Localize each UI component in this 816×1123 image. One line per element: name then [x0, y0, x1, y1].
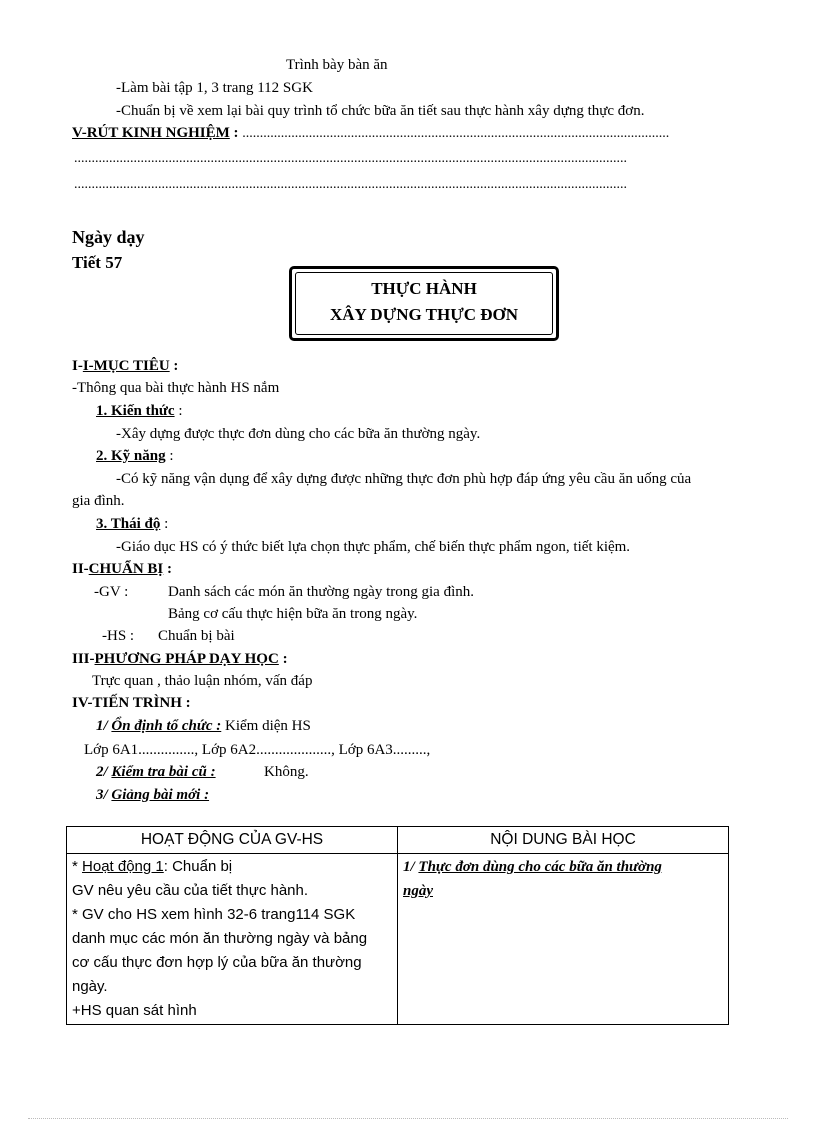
kien-thuc-colon: :	[174, 403, 183, 419]
muc-tieu-heading-text: I-MỤC TIÊU	[82, 358, 170, 374]
rut-kinh-nghiem-colon: :	[229, 125, 239, 141]
ky-nang-label: 2. Kỹ năng	[96, 448, 166, 464]
chuan-bi-heading	[72, 560, 172, 578]
thai-do-colon: :	[160, 516, 169, 532]
muc-tieu-heading: I-I-MỤC TIÊU :	[72, 358, 179, 374]
activity-heading	[72, 855, 392, 879]
step-2-text: Không.	[264, 764, 309, 780]
activity-line: +HS quan sát hình	[72, 1002, 197, 1019]
activity-heading-prefix: *	[72, 858, 83, 875]
table-row	[67, 854, 729, 1025]
content-heading-line-2: ngày	[403, 883, 433, 899]
gv-text-2: Bảng cơ cấu thực hiện bữa ăn trong ngày.	[168, 606, 418, 622]
lesson-title-line-1: THỰC HÀNH	[371, 279, 477, 298]
activity-line: ngày.	[72, 978, 108, 995]
activity-line: cơ cấu thực đơn hợp lý của bữa ăn thường	[72, 954, 362, 971]
step-3	[96, 786, 209, 804]
phuong-phap-heading-text: PHƯƠNG PHÁP DẠY HỌC	[94, 651, 279, 667]
lop-attendance: Lớp 6A1..............., Lớp 6A2...................., Lớp 6A3.........,	[84, 742, 431, 758]
step-1	[96, 717, 311, 735]
kien-thuc-heading	[96, 402, 183, 420]
hs-text: Chuẩn bị bài	[158, 628, 235, 644]
kien-thuc-label: 1. Kiến thức	[96, 403, 175, 419]
step-3-label: Giảng bài mới :	[111, 787, 210, 803]
content-heading	[403, 855, 723, 879]
lesson-title-line-2: XÂY DỰNG THỰC ĐƠN	[329, 305, 519, 324]
step-2-label: Kiểm tra bài cũ :	[111, 764, 216, 780]
gv-text-1: Danh sách các món ăn thường ngày trong gia đình.	[168, 584, 474, 600]
rut-dots-2: ..............................................................................................................................................................	[74, 151, 627, 166]
phuong-phap-colon: :	[278, 651, 288, 667]
phuong-phap-prefix: III-	[72, 651, 95, 667]
top-line-2: -Làm bài tập 1, 3 trang 112 SGK	[116, 80, 313, 96]
step-1-text: Kiểm diện HS	[221, 718, 311, 734]
content-heading-line-1: Thực đơn dùng cho các bữa ăn thường	[418, 859, 662, 875]
hs-label: -HS :	[102, 628, 135, 644]
top-line-1: Trình bày bàn ăn	[286, 57, 388, 73]
page-bottom-border	[28, 1118, 788, 1119]
tiet-number: Tiết 57	[72, 253, 123, 272]
col-header-content: NỘI DUNG BÀI HỌC	[398, 827, 729, 854]
chuan-bi-heading-text: CHUẨN BỊ	[88, 561, 164, 577]
phuong-phap-text: Trực quan , thảo luận nhóm, vấn đáp	[92, 673, 313, 689]
step-3-num: 3/	[96, 787, 112, 803]
thai-do-label: 3. Thái độ	[96, 516, 161, 532]
content-cell	[398, 854, 729, 1025]
step-1-label: Ổn định tổ chức :	[111, 718, 222, 734]
thai-do-heading	[96, 515, 168, 533]
col-header-activities: HOẠT ĐỘNG CỦA GV-HS	[67, 827, 398, 854]
activities-cell	[67, 854, 398, 1025]
tien-trinh-heading: IV-TIẾN TRÌNH :	[72, 695, 191, 711]
rut-dots-1: ..........................................................................................................................	[242, 126, 670, 141]
lesson-activity-table	[66, 826, 729, 1025]
rut-dots-3: ..............................................................................................................................................................	[74, 177, 627, 192]
ky-nang-heading	[96, 447, 174, 465]
ky-nang-text-1: -Có kỹ năng vận dụng để xây dựng được những thực đơn phù hợp đáp ứng yêu cầu ăn uống của	[116, 471, 692, 487]
chuan-bi-prefix: II-	[72, 561, 89, 577]
activity-line: GV nêu yêu cầu của tiết thực hành.	[72, 882, 309, 899]
kien-thuc-text: -Xây dựng được thực đơn dùng cho các bữa ăn thường ngày.	[116, 426, 481, 442]
phuong-phap-heading	[72, 650, 288, 668]
rut-kinh-nghiem	[72, 124, 669, 143]
activity-line: * GV cho HS xem hình 32-6 trang114 SGK	[72, 906, 356, 923]
muc-tieu-intro: -Thông qua bài thực hành HS nắm	[72, 380, 280, 396]
chuan-bi-colon: :	[163, 561, 173, 577]
step-1-num: 1/	[96, 718, 112, 734]
table-header-row	[67, 827, 729, 854]
activity-heading-rest: : Chuẩn bị	[163, 858, 233, 875]
top-line-3: -Chuẩn bị về xem lại bài quy trình tổ chức bữa ăn tiết sau thực hành xây dựng thực đơn.	[116, 103, 645, 119]
gv-label: -GV :	[94, 584, 129, 600]
content-heading-num: 1/	[403, 859, 419, 875]
activity-line: danh mục các món ăn thường ngày và bảng	[72, 930, 368, 947]
step-2	[96, 763, 216, 781]
ky-nang-colon: :	[165, 448, 174, 464]
activity-heading-label: Hoạt động 1	[82, 858, 164, 875]
step-2-num: 2/	[96, 764, 112, 780]
thai-do-text: -Giáo dục HS có ý thức biết lựa chọn thực phẩm, chế biến thực phẩm ngon, tiết kiệm.	[116, 539, 631, 555]
lesson-title-box	[289, 266, 559, 341]
rut-kinh-nghiem-heading: V-RÚT KINH NGHIỆM	[72, 125, 230, 141]
ky-nang-text-2: gia đình.	[72, 493, 125, 509]
ngay-day: Ngày dạy	[72, 227, 145, 247]
muc-tieu-colon: :	[169, 358, 179, 374]
